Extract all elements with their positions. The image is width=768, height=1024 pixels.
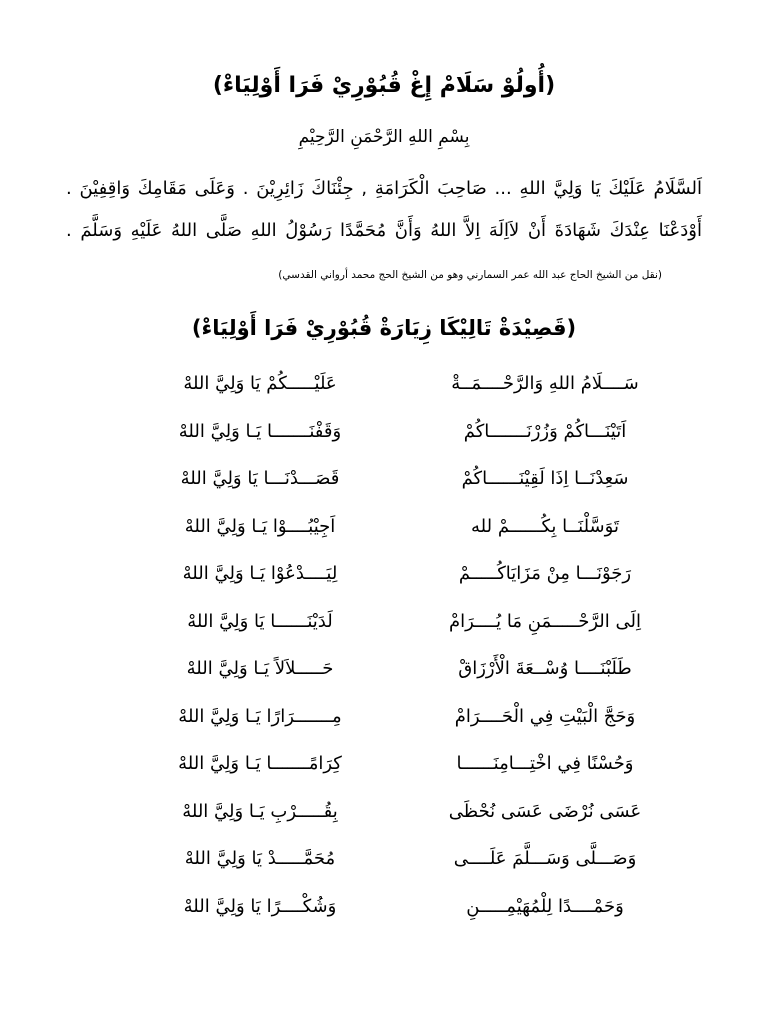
verse-first-hemistich: اِلَى الرَّحْـــــمَنِ مَا يُــــرَامْ (449, 610, 641, 632)
verse-second-hemistich: مُحَمَّـــــدْ يَا وَلِيَّ اللهْ (184, 848, 336, 870)
verse-first-hemistich: وَحَجَّ الْبَيْتِ فِي الْحَــــرَامْ (454, 705, 636, 727)
poem-verse (66, 693, 702, 741)
poem-verse (66, 360, 702, 408)
verse-first-hemistich: اَتَيْنَـــاكُمْ وَزُرْنَـــــــاكُمْ (463, 420, 627, 442)
verse-second-hemistich: وَقَفْنَـــــــا يَـا وَلِيَّ اللهْ (178, 420, 342, 442)
verse-second-hemistich: لَدَيْنَــــــا يَا وَلِيَّ اللهْ (187, 610, 333, 632)
source-note: (نقل من الشيخ الحاج عبد الله عمر السمارني وهو من الشيخ الحج محمد أرواني القدسي) (278, 269, 662, 281)
verse-second-hemistich: كِرَامًـــــــا يَـا وَلِيَّ اللهْ (178, 753, 342, 775)
verse-second-hemistich: عَلَيْـــــكُمْ يَا وَلِيَّ اللهْ (183, 373, 337, 395)
verse-second-hemistich: حَـــــلاَلاً يَـا وَلِيَّ اللهْ (186, 658, 334, 680)
verse-first-hemistich: تَوَسَّلْنَــا بِكُــــــمْ لله (471, 515, 619, 537)
poem-verse (66, 550, 702, 598)
verse-second-hemistich: بِقُـــــرْبِ يَـا وَلِيَّ اللهْ (182, 800, 338, 822)
verse-first-hemistich: طَلَبْنَــــا وُسْــعَةَ الْأَرْزَاقْ (458, 658, 632, 680)
poem-verse (66, 598, 702, 646)
poem (66, 360, 702, 930)
basmala: بِسْمِ اللهِ الرَّحْمَنِ الرَّحِيْمِ (298, 127, 470, 147)
verse-second-hemistich: وَشُكْــــرًا يَا وَلِيَّ اللهْ (183, 895, 337, 917)
poem-verse (66, 503, 702, 551)
verse-first-hemistich: وَحُسْنًا فِي اخْتِـــامِنَــــــا (456, 753, 634, 775)
verse-first-hemistich: وَصَـــلَّى وَسَـــلَّمَ عَلَــــى (453, 848, 637, 870)
poem-verse (66, 740, 702, 788)
poem-verse (66, 883, 702, 931)
poem-verse (66, 455, 702, 503)
verse-second-hemistich: لِيَــــدْعُوْا يَـا وَلِيَّ اللهْ (182, 563, 338, 585)
greeting-paragraph (66, 168, 702, 296)
greeting-text: اَلسَّلَامُ عَلَيْكَ يَا وَلِيَّ اللهِ ... صَاحِبَ الْكَرَامَةِ , جِئْنَاكَ زَائِرِيْنَ . وَعَلَى مَقَامِكَ وَاقِفِيْنَ . أَوْدَعْنَا عِنْدَكَ شَهَادَةَ أَنْ لاَاِلَهَ اِلاَّ اللهُ وَأَنَّ مُحَمَّدًا رَسُوْلُ اللهِ صَلَّى اللهُ عَلَيْهِ وَسَلَّمَ . (66, 178, 702, 241)
verse-first-hemistich: سَعِدْنَــا اِذَا لَقِيْنَــــــاكُمْ (461, 468, 629, 490)
verse-second-hemistich: مِـــــــرَارًا يَـا وَلِيَّ اللهْ (178, 705, 342, 727)
verse-second-hemistich: قَصَـــدْنَـــا يَا وَلِيَّ اللهْ (180, 468, 340, 490)
verse-second-hemistich: اَجِيْبُــــوْا يَـا وَلِيَّ اللهْ (184, 515, 336, 537)
page-title: (أُولُوْ سَلَامْ إِغْ قُبُوْرِيْ فَرَا أَوْلِيَاءْ) (212, 73, 556, 98)
verse-first-hemistich: سَــــلَامُ اللهِ وَالرَّحْــــمَــةْ (451, 373, 639, 395)
verse-first-hemistich: وَحَمْــــدًا لِلْمُهَيْمِـــــنِ (466, 895, 624, 917)
poem-verse (66, 788, 702, 836)
verse-first-hemistich: رَجَوْنَـــا مِنْ مَزَايَاكُـــــمْ (458, 563, 632, 585)
poem-verse (66, 408, 702, 456)
poem-verse (66, 835, 702, 883)
poem-title: (قَصِيْدَةْ تَالِيْكَا زِيَارَةْ قُبُوْرِيْ فَرَا أَوْلِيَاءْ) (191, 316, 577, 340)
poem-verse (66, 645, 702, 693)
verse-first-hemistich: عَسَى نُرْضَى عَسَى نُحْظَى (448, 800, 642, 822)
